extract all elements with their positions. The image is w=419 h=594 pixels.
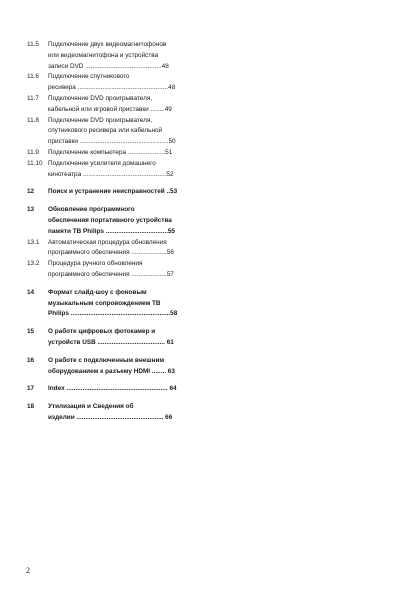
toc-entry-number: 11.7 <box>27 94 39 102</box>
toc-entry-title <box>48 288 217 320</box>
toc-entry-number: 18 <box>27 403 35 411</box>
toc-entry-title <box>48 72 217 94</box>
toc-entry-line: Philips ........................................................58 <box>48 310 178 318</box>
toc-entry-number: 12 <box>27 188 35 196</box>
toc-entry-number: 11.10 <box>27 159 43 167</box>
table-of-contents <box>27 40 217 424</box>
toc-entry-title <box>48 238 217 260</box>
toc-entry[interactable] <box>27 384 217 395</box>
toc-entry-number: 11.8 <box>27 116 39 124</box>
toc-entry-line: приставки ..................................................50 <box>48 138 176 146</box>
toc-entry[interactable] <box>27 94 217 116</box>
toc-entry-title <box>48 187 217 198</box>
toc-entry-title <box>48 259 217 281</box>
toc-entry-title <box>48 94 217 116</box>
toc-entry-line: памяти ТВ Philips ...................................55 <box>48 227 175 235</box>
toc-entry-title <box>48 384 217 395</box>
toc-entry-number: 13 <box>27 206 35 214</box>
toc-entry-line: Автоматическая процедура обновления <box>48 238 167 246</box>
toc-entry-line: Index ......................................................... 64 <box>48 385 177 393</box>
toc-entry-number: 14 <box>27 288 35 296</box>
toc-entry-line: Подключение DVD проигрывателя, <box>48 94 153 102</box>
toc-entry-title <box>48 402 217 424</box>
toc-entry-line: Поиск и устранение неисправностей ..53 <box>48 188 178 196</box>
toc-entry-title <box>48 116 217 148</box>
toc-entry-number: 13.1 <box>27 238 40 246</box>
toc-entry-line: записи DVD ...........................................48 <box>48 62 169 70</box>
toc-entry[interactable] <box>27 259 217 281</box>
toc-entry-line: обеспечения портативного устройства <box>48 216 172 224</box>
toc-entry-line: кинотеатра ...............................................52 <box>48 170 174 178</box>
toc-entry[interactable] <box>27 356 217 378</box>
toc-entry-line: кабельной или игровой приставки ........49 <box>48 105 172 113</box>
toc-entry[interactable] <box>27 288 217 320</box>
toc-entry-title <box>48 327 217 349</box>
toc-entry-line: Процедура ручного обновления <box>48 260 143 268</box>
toc-entry[interactable] <box>27 327 217 349</box>
toc-entry-number: 17 <box>27 385 35 393</box>
toc-entry-number: 13.2 <box>27 260 40 268</box>
page-number: 2 <box>26 566 30 575</box>
toc-entry-line: программного обеспечения ....................56 <box>48 249 174 257</box>
toc-entry-title <box>48 205 217 237</box>
toc-entry-number: 11.5 <box>27 41 39 48</box>
toc-entry-title <box>48 40 217 72</box>
toc-entry-title <box>48 148 217 159</box>
toc-entry[interactable] <box>27 205 217 237</box>
toc-entry-line: Подключение двух видеомагнитофонов <box>48 41 167 48</box>
toc-entry-line: Подключение компьютера .....................51 <box>48 148 173 156</box>
toc-entry-line: спутникового ресивера или кабельной <box>48 127 163 135</box>
toc-entry-line: устройств USB ...................................... 61 <box>48 338 174 346</box>
toc-entry-line: Обновление программного <box>48 206 135 214</box>
toc-entry-line: ресивера ...................................................48 <box>48 84 176 92</box>
toc-entry[interactable] <box>27 40 217 72</box>
toc-entry-line: Утилизация и Сведения об <box>48 403 134 411</box>
toc-entry[interactable] <box>27 402 217 424</box>
toc-entry-line: оборудованием к разъему HDMI ........ 63 <box>48 367 175 375</box>
toc-entry-line: О работе с подключенным внешним <box>48 356 165 364</box>
toc-entry-line: О работе цифровых фотокамер и <box>48 328 156 336</box>
toc-entry-title <box>48 159 217 181</box>
toc-entry-line: Подключение DVD проигрывателя, <box>48 116 153 124</box>
toc-entry[interactable] <box>27 187 217 198</box>
toc-entry[interactable] <box>27 238 217 260</box>
toc-entry-title <box>48 356 217 378</box>
toc-entry[interactable] <box>27 116 217 148</box>
toc-entry[interactable] <box>27 148 217 159</box>
toc-entry-number: 15 <box>27 328 35 336</box>
toc-entry-line: Формат слайд-шоу с фоновым <box>48 288 147 296</box>
toc-entry[interactable] <box>27 72 217 94</box>
toc-entry-number: 11.9 <box>27 148 39 156</box>
toc-entry-line: или видеомагнитофона и устройства <box>48 51 159 59</box>
toc-entry-line: Подключение спутникового <box>48 73 130 81</box>
toc-entry-line: программного обеспечения ....................57 <box>48 270 174 278</box>
toc-entry[interactable] <box>27 159 217 181</box>
toc-entry-line: Подключение усилителя домашнего <box>48 159 156 167</box>
toc-entry-line: музыкальным сопровождением ТВ <box>48 299 161 307</box>
toc-entry-line: изделии ................................................. 66 <box>48 413 173 421</box>
toc-entry-number: 11.6 <box>27 73 39 81</box>
toc-entry-number: 16 <box>27 356 35 364</box>
